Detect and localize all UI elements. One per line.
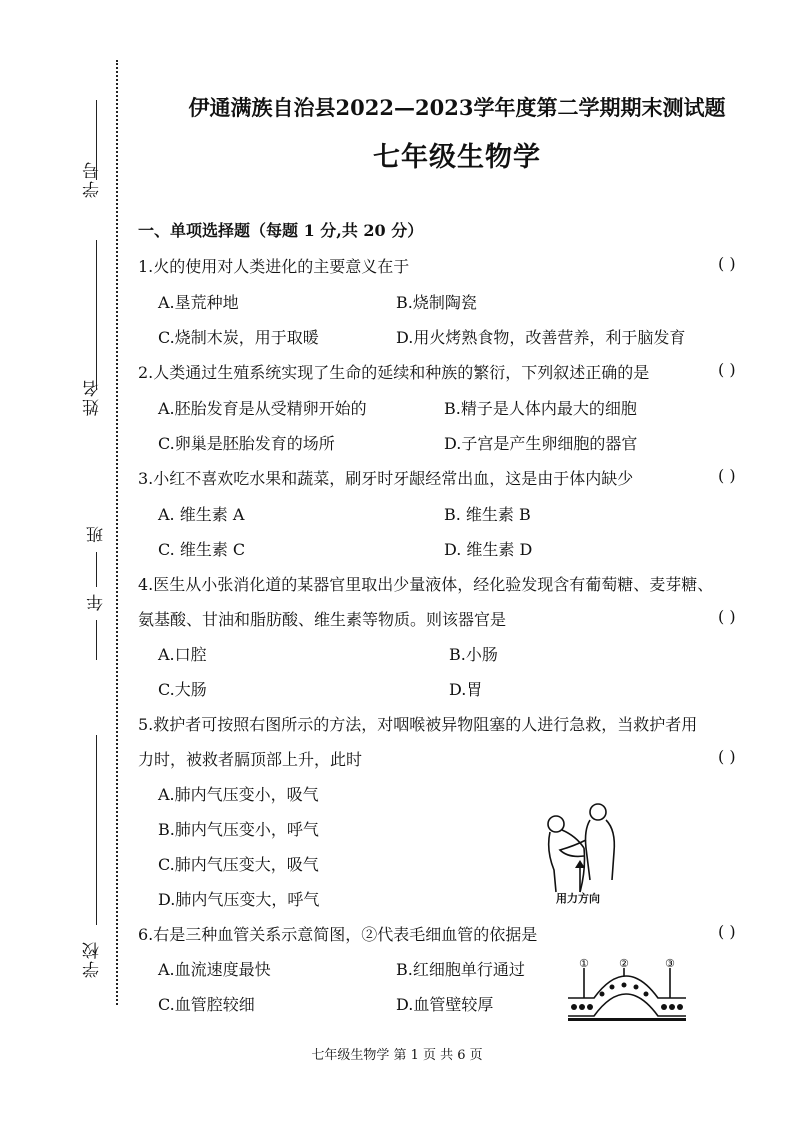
name-label: 姓名 — [83, 378, 103, 416]
question-1-option-a: A.垦荒种地 — [158, 293, 239, 312]
rescuer-arms — [560, 840, 586, 856]
question-1-option-b: B.烧制陶瓷 — [396, 293, 477, 312]
question-3-option-d: D. 维生素 D — [444, 540, 533, 559]
question-5-answer-paren[interactable]: ( ) — [718, 747, 736, 766]
question-4-option-a: A.口腔 — [158, 645, 207, 664]
question-5-option-b: B.肺内气压变小，呼气 — [158, 820, 319, 839]
exam-subtitle: 七年级生物学 — [373, 142, 541, 173]
question-5-stem-cont: 力时，被救者膈顶部上升，此时 — [138, 750, 363, 769]
blood-vessel-figure — [566, 958, 690, 1030]
question-1-answer-paren[interactable]: ( ) — [718, 254, 736, 273]
question-2-option-d: D.子宫是产生卵细胞的器官 — [444, 434, 638, 453]
section-heading: 一、单项选择题（每题 1 分,共 20 分） — [138, 221, 424, 240]
question-1-stem: 1.火的使用对人类进化的主要意义在于 — [138, 257, 410, 276]
page-footer: 七年级生物学 第 1 页 共 6 页 — [311, 1048, 483, 1063]
question-2-answer-paren[interactable]: ( ) — [718, 360, 736, 379]
question-1-option-c: C.烧制木炭，用于取暖 — [158, 328, 319, 347]
school-line — [96, 735, 97, 925]
question-2-option-c: C.卵巢是胚胎发育的场所 — [158, 434, 335, 453]
exam-title: 伊通满族自治县2022—2023学年度第二学期期末测试题 — [188, 95, 726, 120]
binding-dotted-line — [116, 60, 118, 1005]
question-6-stem: 6.右是三种血管关系示意简图，②代表毛细血管的依据是 — [138, 925, 538, 944]
question-3-stem: 3.小红不喜欢吃水果和蔬菜，刷牙时牙龈经常出血，这是由于体内缺少 — [138, 469, 634, 488]
question-2-option-b: B.精子是人体内最大的细胞 — [444, 399, 637, 418]
class-line — [96, 552, 97, 587]
question-6-answer-paren[interactable]: ( ) — [718, 922, 736, 941]
question-4-option-c: C.大肠 — [158, 680, 207, 699]
student-id-label: 学号 — [83, 160, 103, 198]
grade-label: 年 — [87, 592, 107, 611]
question-6-option-c: C.血管腔较细 — [158, 995, 255, 1014]
vessel-label-1: ① — [579, 958, 589, 970]
question-5-option-c: C.肺内气压变大，吸气 — [158, 855, 319, 874]
vessel-label-2: ② — [619, 958, 629, 970]
name-line — [96, 240, 97, 390]
rescuer-body — [586, 820, 615, 880]
rescue-figure-caption: 用力方向 — [556, 892, 600, 905]
question-3-answer-paren[interactable]: ( ) — [718, 466, 736, 485]
question-4-option-b: B.小肠 — [449, 645, 498, 664]
question-1-option-d: D.用火烤熟食物，改善营养，利于脑发育 — [396, 328, 686, 347]
question-4-stem-cont: 氨基酸、甘油和脂肪酸、维生素等物质。则该器官是 — [138, 610, 507, 629]
victim-head — [548, 816, 564, 832]
question-2-option-a: A.胚胎发育是从受精卵开始的 — [158, 399, 367, 418]
vessel-label-3: ③ — [665, 958, 675, 970]
question-5-stem: 5.救护者可按照右图所示的方法，对咽喉被异物阻塞的人进行急救，当救护者用 — [138, 715, 698, 734]
question-5-option-a: A.肺内气压变小，吸气 — [158, 785, 319, 804]
force-arrow-head — [575, 860, 585, 868]
question-5-option-d: D.肺内气压变大，呼气 — [158, 890, 320, 909]
class-label: 班 — [87, 524, 107, 543]
school-label: 学校 — [83, 940, 103, 978]
question-6-option-d: D.血管壁较厚 — [396, 995, 494, 1014]
question-2-stem: 2.人类通过生殖系统实现了生命的延续和种族的繁衍，下列叙述正确的是 — [138, 363, 650, 382]
question-6-option-a: A.血流速度最快 — [158, 960, 271, 979]
question-4-answer-paren[interactable]: ( ) — [718, 607, 736, 626]
question-4-option-d: D.胃 — [449, 680, 483, 699]
question-3-option-b: B. 维生素 B — [444, 505, 531, 524]
question-4-stem: 4.医生从小张消化道的某器官里取出少量液体，经化验发现含有葡萄糖、麦芽糖、 — [138, 575, 714, 594]
rescuer-head — [590, 804, 606, 820]
question-6-option-b: B.红细胞单行通过 — [396, 960, 525, 979]
grade-line — [96, 620, 97, 660]
victim-body — [549, 830, 585, 892]
question-3-option-a: A. 维生素 A — [158, 505, 245, 524]
question-3-option-c: C. 维生素 C — [158, 540, 246, 559]
